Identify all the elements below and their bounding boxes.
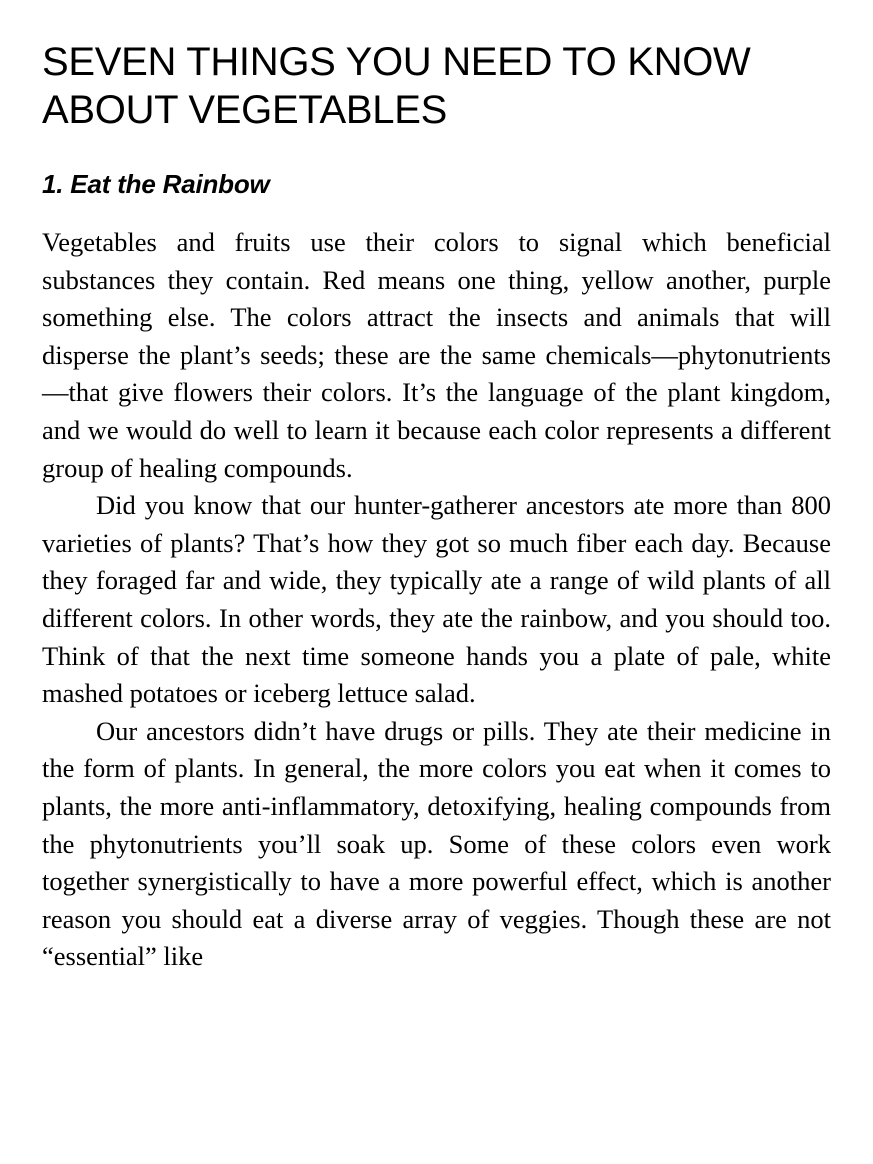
body-text: [42, 224, 831, 976]
paragraph-2: Did you know that our hunter-gatherer ancestors ate more than 800 varieties of plants? That’s how they got so much fiber each day. Because they foraged far and wide, they typically ate a range of wild plants of all different colors. In other words, they ate the rainbow, and you should too. Think of that the next time someone hands you a plate of pale, white mashed potatoes or iceberg lettuce salad.: [42, 490, 831, 709]
section-heading: 1. Eat the Rainbow: [42, 169, 270, 199]
chapter-title-line-1: SEVEN THINGS YOU NEED TO KNOW: [42, 40, 751, 84]
chapter-title: [42, 38, 831, 134]
chapter-title-line-2: ABOUT VEGETABLES: [42, 88, 447, 132]
paragraph-1: Vegetables and fruits use their colors to signal which beneficial substances they contain. Red means one thing, yellow another, purple something else. The colors attract the insects and animals that will disperse the plant’s seeds; these are the same chemicals—phytonutrients—that give flowers their colors. It’s the language of the plant kingdom, and we would do well to learn it because each color represents a different group of healing compounds.: [42, 227, 831, 483]
paragraph-3: Our ancestors didn’t have drugs or pills. They ate their medicine in the form of plants. In general, the more colors you eat when it comes to plants, the more anti-inflammatory, detoxifying, healing compounds from the phytonutrients you’ll soak up. Some of these colors even work together synergistically to have a more powerful effect, which is another reason you should eat a diverse array of veggies. Though these are not “essential” like: [42, 715, 831, 972]
page: [42, 38, 831, 976]
